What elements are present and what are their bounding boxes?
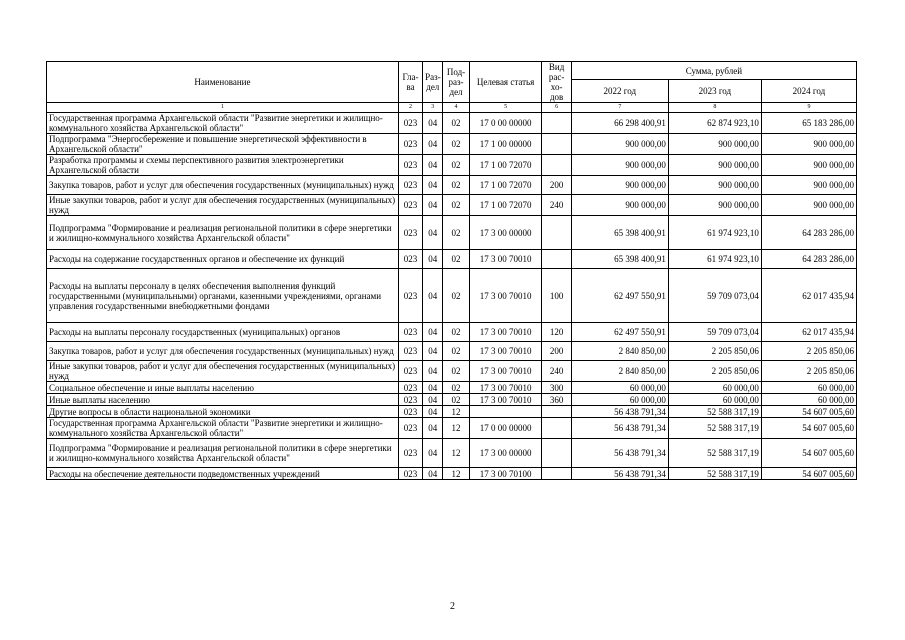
table-row: [47, 250, 857, 269]
row-amount-2024: 900 000,00: [761, 176, 856, 195]
row-amount-2022: 56 438 791,34: [571, 418, 668, 439]
row-razdel: 04: [423, 155, 443, 176]
row-amount-2023: 900 000,00: [668, 134, 761, 155]
table-row: [47, 195, 857, 216]
row-vid-rashodov: [542, 113, 571, 134]
row-razdel: 04: [423, 134, 443, 155]
header-year-2022: 2022 год: [571, 80, 668, 103]
row-name: Иные закупки товаров, работ и услуг для обеспечения государственных (муниципальных) нужд: [47, 361, 399, 382]
row-razdel: 04: [423, 250, 443, 269]
row-amount-2023: 61 974 923,10: [668, 216, 761, 250]
row-podrazdel: 02: [443, 155, 469, 176]
row-amount-2022: 65 398 400,91: [571, 216, 668, 250]
row-glava: 023: [398, 269, 422, 323]
row-razdel: 04: [423, 394, 443, 406]
row-amount-2024: 2 205 850,06: [761, 342, 856, 361]
row-glava: 023: [398, 216, 422, 250]
row-amount-2023: 52 588 317,19: [668, 468, 761, 480]
header-podrazdel: Под-раз-дел: [443, 62, 469, 103]
row-razdel: 04: [423, 176, 443, 195]
row-amount-2022: 65 398 400,91: [571, 250, 668, 269]
row-amount-2023: 60 000,00: [668, 382, 761, 394]
row-vid-rashodov: 300: [542, 382, 571, 394]
table-row: [47, 439, 857, 468]
column-number: 2: [398, 103, 422, 113]
row-glava: 023: [398, 406, 422, 418]
row-glava: 023: [398, 382, 422, 394]
row-glava: 023: [398, 342, 422, 361]
row-amount-2022: 56 438 791,34: [571, 439, 668, 468]
header-celevaya-statya: Целевая статья: [469, 62, 542, 103]
row-glava: 023: [398, 155, 422, 176]
table-row: [47, 406, 857, 418]
row-podrazdel: 02: [443, 269, 469, 323]
header-vid-rashodov: Вид рас-хо-дов: [542, 62, 571, 103]
row-amount-2024: 54 607 005,60: [761, 406, 856, 418]
row-amount-2023: 60 000,00: [668, 394, 761, 406]
row-vid-rashodov: [542, 406, 571, 418]
row-celevaya-statya: 17 3 00 70010: [469, 382, 542, 394]
row-vid-rashodov: 240: [542, 195, 571, 216]
row-amount-2022: 60 000,00: [571, 394, 668, 406]
table-row: [47, 155, 857, 176]
row-vid-rashodov: 360: [542, 394, 571, 406]
row-name: Разработка программы и схемы перспективного развития электроэнергетики Архангельской области: [47, 155, 399, 176]
row-amount-2022: 900 000,00: [571, 195, 668, 216]
row-celevaya-statya: 17 1 00 72070: [469, 155, 542, 176]
row-vid-rashodov: [542, 468, 571, 480]
row-celevaya-statya: 17 3 00 70010: [469, 250, 542, 269]
row-celevaya-statya: 17 3 00 70100: [469, 468, 542, 480]
row-name: Расходы на выплаты персоналу в целях обеспечения выполнения функций государственными (муниципальными) органами, казенными учреждениями, органами управления государственными внебюджетными фондами: [47, 269, 399, 323]
row-celevaya-statya: 17 3 00 70010: [469, 323, 542, 342]
row-glava: 023: [398, 176, 422, 195]
table-row: [47, 176, 857, 195]
row-amount-2022: 900 000,00: [571, 134, 668, 155]
row-vid-rashodov: [542, 250, 571, 269]
row-amount-2022: 62 497 550,91: [571, 269, 668, 323]
row-amount-2022: 2 840 850,00: [571, 342, 668, 361]
row-glava: 023: [398, 113, 422, 134]
column-number: 6: [542, 103, 571, 113]
row-amount-2024: 54 607 005,60: [761, 468, 856, 480]
column-number-row: [47, 103, 857, 113]
row-vid-rashodov: [542, 155, 571, 176]
row-amount-2022: 900 000,00: [571, 176, 668, 195]
row-amount-2023: 900 000,00: [668, 155, 761, 176]
row-vid-rashodov: [542, 418, 571, 439]
row-amount-2023: 52 588 317,19: [668, 439, 761, 468]
row-vid-rashodov: [542, 134, 571, 155]
row-vid-rashodov: 200: [542, 176, 571, 195]
row-name: Расходы на содержание государственных органов и обеспечение их функций: [47, 250, 399, 269]
row-amount-2024: 900 000,00: [761, 155, 856, 176]
row-vid-rashodov: 200: [542, 342, 571, 361]
row-razdel: 04: [423, 113, 443, 134]
row-amount-2024: 54 607 005,60: [761, 439, 856, 468]
budget-table: [46, 61, 857, 480]
row-razdel: 04: [423, 361, 443, 382]
row-amount-2024: 65 183 286,00: [761, 113, 856, 134]
row-podrazdel: 12: [443, 418, 469, 439]
row-podrazdel: 12: [443, 406, 469, 418]
row-podrazdel: 02: [443, 394, 469, 406]
row-name: Другие вопросы в области национальной экономики: [47, 406, 399, 418]
row-podrazdel: 02: [443, 382, 469, 394]
row-amount-2023: 900 000,00: [668, 176, 761, 195]
row-podrazdel: 02: [443, 134, 469, 155]
row-amount-2022: 56 438 791,34: [571, 468, 668, 480]
row-glava: 023: [398, 195, 422, 216]
row-razdel: 04: [423, 382, 443, 394]
column-number: 9: [761, 103, 856, 113]
table-row: [47, 269, 857, 323]
row-celevaya-statya: 17 3 00 70010: [469, 269, 542, 323]
table-body: [47, 113, 857, 480]
row-podrazdel: 02: [443, 250, 469, 269]
row-razdel: 04: [423, 323, 443, 342]
row-amount-2022: 62 497 550,91: [571, 323, 668, 342]
row-amount-2023: 52 588 317,19: [668, 418, 761, 439]
row-glava: 023: [398, 468, 422, 480]
header-summa: Сумма, рублей: [571, 62, 856, 80]
row-celevaya-statya: 17 3 00 00000: [469, 216, 542, 250]
row-amount-2024: 62 017 435,94: [761, 323, 856, 342]
row-amount-2024: 62 017 435,94: [761, 269, 856, 323]
column-number: 3: [423, 103, 443, 113]
row-glava: 023: [398, 323, 422, 342]
row-name: Расходы на обеспечение деятельности подведомственных учреждений: [47, 468, 399, 480]
table-row: [47, 382, 857, 394]
row-amount-2023: 59 709 073,04: [668, 323, 761, 342]
row-name: Иные закупки товаров, работ и услуг для обеспечения государственных (муниципальных) нужд: [47, 195, 399, 216]
table-row: [47, 134, 857, 155]
row-amount-2022: 60 000,00: [571, 382, 668, 394]
row-amount-2022: 66 298 400,91: [571, 113, 668, 134]
table-row: [47, 394, 857, 406]
row-name: Государственная программа Архангельской области "Развитие энергетики и жилищно-коммунального хозяйства Архангельской области": [47, 418, 399, 439]
row-amount-2023: 61 974 923,10: [668, 250, 761, 269]
table-row: [47, 113, 857, 134]
header-glava: Гла-ва: [398, 62, 422, 103]
row-name: Подпрограмма "Формирование и реализация региональной политики в сфере энергетики и жилищно-коммунального хозяйства Архангельской области": [47, 439, 399, 468]
row-celevaya-statya: 17 3 00 70010: [469, 342, 542, 361]
row-vid-rashodov: 100: [542, 269, 571, 323]
row-glava: 023: [398, 134, 422, 155]
column-number: 4: [443, 103, 469, 113]
row-glava: 023: [398, 439, 422, 468]
table-row: [47, 468, 857, 480]
row-amount-2024: 60 000,00: [761, 394, 856, 406]
row-podrazdel: 12: [443, 468, 469, 480]
row-amount-2024: 900 000,00: [761, 134, 856, 155]
row-amount-2023: 2 205 850,06: [668, 342, 761, 361]
column-number: 7: [571, 103, 668, 113]
row-razdel: 04: [423, 406, 443, 418]
row-glava: 023: [398, 361, 422, 382]
row-podrazdel: 02: [443, 323, 469, 342]
column-number: 1: [47, 103, 399, 113]
row-amount-2022: 2 840 850,00: [571, 361, 668, 382]
row-amount-2023: 52 588 317,19: [668, 406, 761, 418]
row-amount-2023: 2 205 850,06: [668, 361, 761, 382]
row-podrazdel: 12: [443, 439, 469, 468]
row-amount-2024: 54 607 005,60: [761, 418, 856, 439]
row-podrazdel: 02: [443, 176, 469, 195]
row-razdel: 04: [423, 439, 443, 468]
row-amount-2022: 900 000,00: [571, 155, 668, 176]
header-name: Наименование: [47, 62, 399, 103]
column-number: 5: [469, 103, 542, 113]
row-celevaya-statya: 17 3 00 00000: [469, 439, 542, 468]
row-amount-2023: 62 874 923,10: [668, 113, 761, 134]
header-year-2024: 2024 год: [761, 80, 856, 103]
row-name: Социальное обеспечение и иные выплаты населению: [47, 382, 399, 394]
page-number: 2: [450, 601, 455, 612]
row-razdel: 04: [423, 418, 443, 439]
table-row: [47, 361, 857, 382]
table-row: [47, 216, 857, 250]
row-vid-rashodov: 240: [542, 361, 571, 382]
row-podrazdel: 02: [443, 342, 469, 361]
row-amount-2023: 900 000,00: [668, 195, 761, 216]
row-razdel: 04: [423, 468, 443, 480]
row-amount-2024: 64 283 286,00: [761, 250, 856, 269]
row-celevaya-statya: 17 1 00 72070: [469, 195, 542, 216]
header-year-2023: 2023 год: [668, 80, 761, 103]
table-row: [47, 342, 857, 361]
row-amount-2024: 60 000,00: [761, 382, 856, 394]
row-celevaya-statya: 17 3 00 70010: [469, 394, 542, 406]
row-podrazdel: 02: [443, 113, 469, 134]
row-glava: 023: [398, 394, 422, 406]
row-amount-2024: 64 283 286,00: [761, 216, 856, 250]
row-vid-rashodov: [542, 216, 571, 250]
row-celevaya-statya: [469, 406, 542, 418]
table-row: [47, 323, 857, 342]
row-name: Подпрограмма "Энергосбережение и повышение энергетической эффективности в Архангельской области": [47, 134, 399, 155]
row-amount-2024: 2 205 850,06: [761, 361, 856, 382]
row-celevaya-statya: 17 3 00 70010: [469, 361, 542, 382]
row-name: Закупка товаров, работ и услуг для обеспечения государственных (муниципальных) нужд: [47, 176, 399, 195]
row-amount-2024: 900 000,00: [761, 195, 856, 216]
row-glava: 023: [398, 418, 422, 439]
row-vid-rashodov: 120: [542, 323, 571, 342]
row-razdel: 04: [423, 195, 443, 216]
row-celevaya-statya: 17 0 00 00000: [469, 113, 542, 134]
row-name: Подпрограмма "Формирование и реализация региональной политики в сфере энергетики и жилищно-коммунального хозяйства Архангельской области": [47, 216, 399, 250]
row-podrazdel: 02: [443, 195, 469, 216]
row-razdel: 04: [423, 342, 443, 361]
row-glava: 023: [398, 250, 422, 269]
column-number: 8: [668, 103, 761, 113]
row-celevaya-statya: 17 1 00 00000: [469, 134, 542, 155]
row-name: Иные выплаты населению: [47, 394, 399, 406]
row-podrazdel: 02: [443, 216, 469, 250]
row-amount-2023: 59 709 073,04: [668, 269, 761, 323]
row-podrazdel: 02: [443, 361, 469, 382]
row-celevaya-statya: 17 0 00 00000: [469, 418, 542, 439]
row-vid-rashodov: [542, 439, 571, 468]
header-razdel: Раз-дел: [423, 62, 443, 103]
row-celevaya-statya: 17 1 00 72070: [469, 176, 542, 195]
row-amount-2022: 56 438 791,34: [571, 406, 668, 418]
row-razdel: 04: [423, 216, 443, 250]
table-row: [47, 418, 857, 439]
row-name: Расходы на выплаты персоналу государственных (муниципальных) органов: [47, 323, 399, 342]
row-name: Закупка товаров, работ и услуг для обеспечения государственных (муниципальных) нужд: [47, 342, 399, 361]
row-razdel: 04: [423, 269, 443, 323]
row-name: Государственная программа Архангельской области "Развитие энергетики и жилищно-коммунального хозяйства Архангельской области": [47, 113, 399, 134]
